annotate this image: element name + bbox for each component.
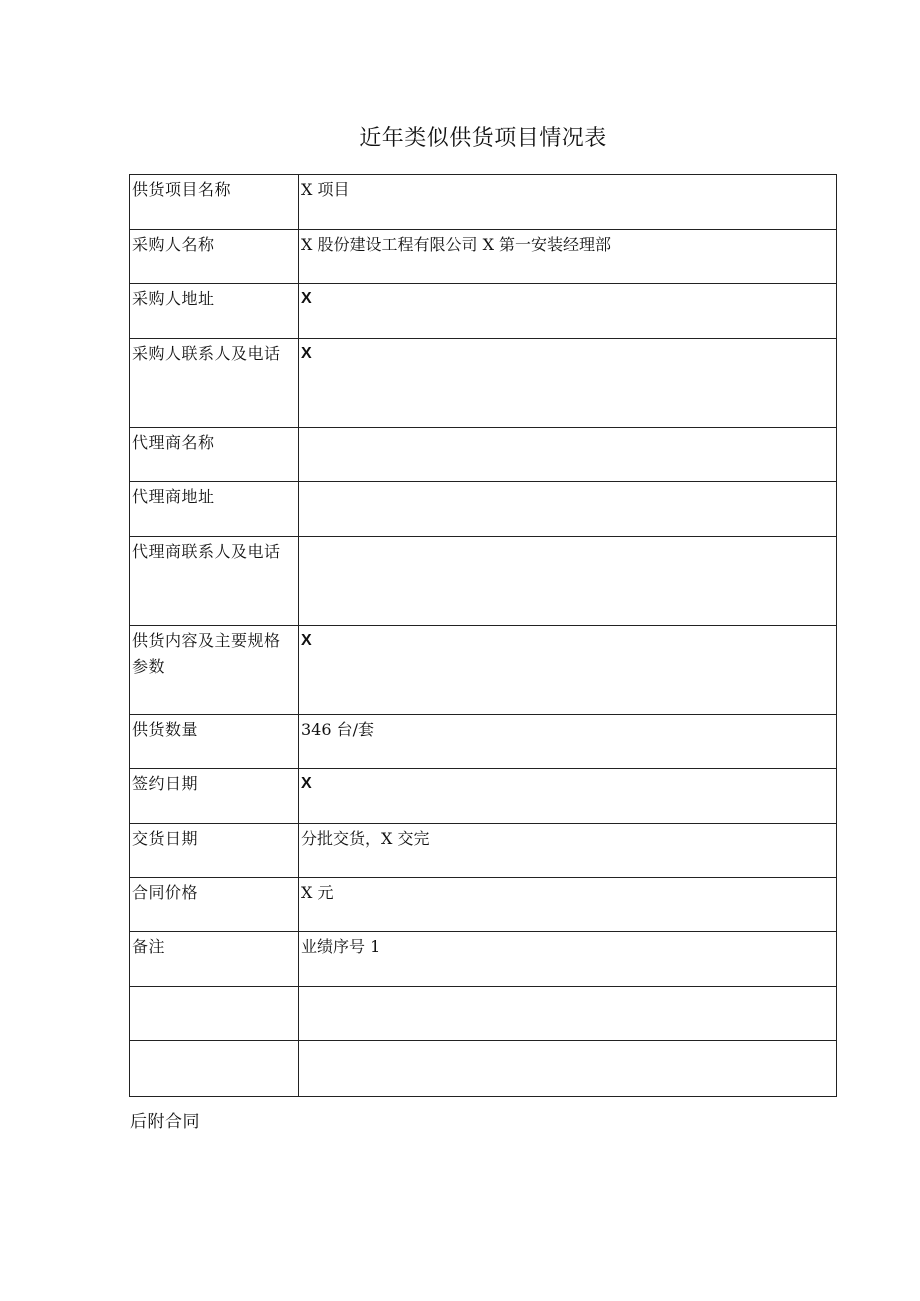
row-value-supply-content: X: [299, 626, 837, 715]
row-label-remarks: 备注: [130, 932, 299, 987]
table-row: [130, 230, 837, 284]
table-row: [130, 339, 837, 428]
row-value-purchaser-name: X 股份建设工程有限公司 X 第一安装经理部: [299, 230, 837, 284]
row-value-empty-2: [299, 1041, 837, 1097]
row-label-purchaser-name: 采购人名称: [130, 230, 299, 284]
table-row: [130, 824, 837, 878]
row-label-purchaser-contact: 采购人联系人及电话: [130, 339, 299, 428]
table-row: [130, 482, 837, 537]
row-label-delivery-date: 交货日期: [130, 824, 299, 878]
table-row: [130, 878, 837, 932]
row-value-agent-contact: [299, 537, 837, 626]
row-label-project-name: 供货项目名称: [130, 175, 299, 230]
row-label-agent-name: 代理商名称: [130, 428, 299, 482]
row-value-project-name: X 项目: [299, 175, 837, 230]
row-label-agent-address: 代理商地址: [130, 482, 299, 537]
row-value-quantity: 346 台/套: [299, 715, 837, 769]
table-row: [130, 932, 837, 987]
row-value-empty-1: [299, 987, 837, 1041]
row-value-purchaser-address: X: [299, 284, 837, 339]
table-row: [130, 428, 837, 482]
row-label-supply-content: 供货内容及主要规格参数: [130, 626, 299, 715]
page-title: 近年类似供货项目情况表: [359, 126, 607, 151]
row-label-contract-price: 合同价格: [130, 878, 299, 932]
table-row: [130, 175, 837, 230]
table-row: [130, 987, 837, 1041]
row-label-purchaser-address: 采购人地址: [130, 284, 299, 339]
row-label-signing-date: 签约日期: [130, 769, 299, 824]
row-label-agent-contact: 代理商联系人及电话: [130, 537, 299, 626]
table-row: [130, 715, 837, 769]
supply-project-table: [129, 174, 837, 1097]
table-row: [130, 537, 837, 626]
row-label-quantity: 供货数量: [130, 715, 299, 769]
table-row: [130, 769, 837, 824]
row-value-remarks: 业绩序号 1: [299, 932, 837, 987]
table-row: [130, 1041, 837, 1097]
row-value-purchaser-contact: X: [299, 339, 837, 428]
row-label-empty-1: [130, 987, 299, 1041]
table-row: [130, 284, 837, 339]
row-value-contract-price: X 元: [299, 878, 837, 932]
row-value-agent-name: [299, 428, 837, 482]
attached-contract-note: 后附合同: [130, 1112, 200, 1132]
row-value-agent-address: [299, 482, 837, 537]
row-value-signing-date: X: [299, 769, 837, 824]
table-row: [130, 626, 837, 715]
row-value-delivery-date: 分批交货，X 交完: [299, 824, 837, 878]
row-label-empty-2: [130, 1041, 299, 1097]
